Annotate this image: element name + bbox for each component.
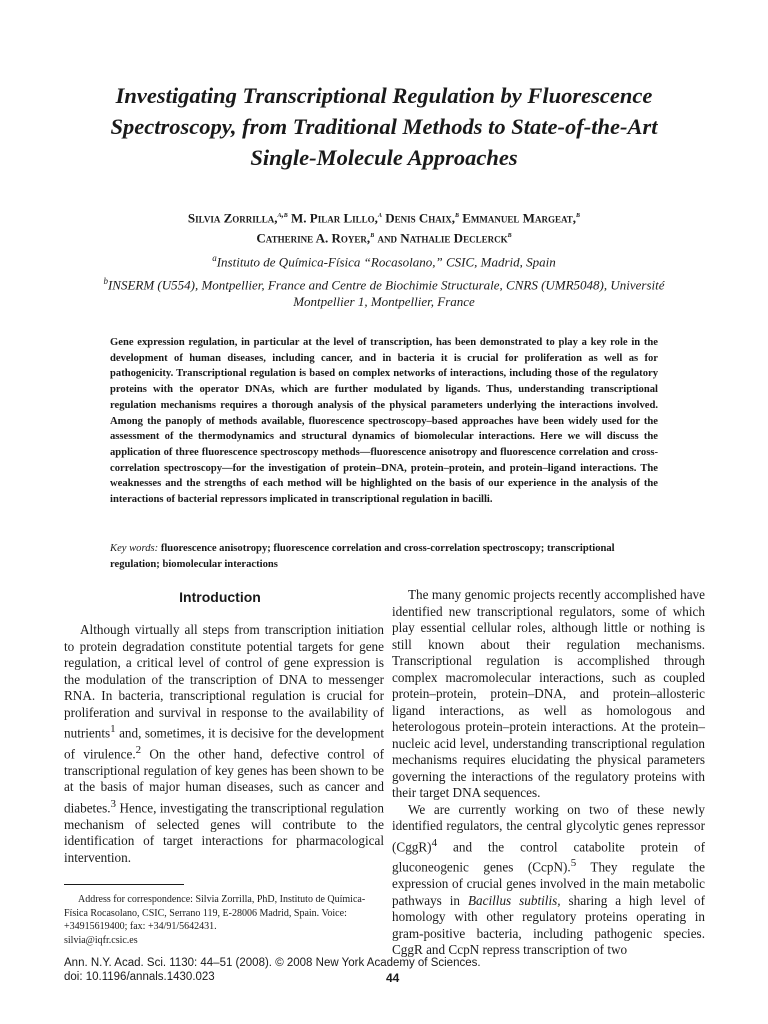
author-list [80,206,688,247]
author-affil-marker: b [576,209,581,219]
author-affil-marker: b [507,229,512,240]
keywords [110,541,658,572]
author-name: M. Pilar Lillo, [291,210,378,226]
correspondence-footnote [64,893,380,947]
reference-marker[interactable]: 1 [110,723,116,735]
species-name: Bacillus subtilis, [467,892,561,908]
text-run: We are currently working on two of these newly identified regulators, the central glycolytic genes repressor (CggR) [392,801,705,854]
section-heading-introduction: Introduction [179,589,261,605]
author-affil-marker: b [370,229,375,240]
footnote-divider [64,884,184,885]
abstract: Gene expression regulation, in particular at the level of transcription, has been demonstrated to play a key role in the development of human diseases, including cancer, and in bacteria it is crucial for proliferation as well as for pathogenicity. Transcriptional regulation is based on complex networks of interactions, including those of the regulatory proteins with the operator DNAs, which are further modulated by ligands. Thus, understanding transcriptional regulation mechanisms requires a thorough analysis of the physical parameters underlying the interactions involved. Among the panoply of methods available, fluorescence spectroscopy–based approaches have been widely used for the assessment of the thermodynamics and structural dynamics of biomolecular interactions. Here we will discuss the application of three fluorescence spectroscopy methods—fluorescence anisotropy and fluorescence correlation and cross-correlation spectroscopy—for the investigation of protein–DNA, protein–protein, and protein–ligand interactions. The weaknesses and the strengths of each method will be highlighted on the basis of our experience in the analysis of the interactions of bacterial repressors implicated in transcriptional regulation in bacilli. [110,337,658,506]
affiliation-marker: a [212,253,217,263]
text-run: Although virtually all steps from transcription initiation to protein degradation constitute potential targets for gene regulation, a critical level of control of gene expression is the modulation of the transcription of DNA to messenger RNA. In bacteria, transcriptional regulation is crucial for proliferation and survival in response to the availability of nutrients [64,622,384,741]
body-paragraph [392,802,705,959]
author-line-1 [80,206,688,226]
author-affil-marker: a,b [277,209,288,219]
left-column [64,622,384,866]
page-number: 44 [386,971,400,985]
text-run: On the other hand, defective control of transcriptional regulation of key genes has been shown to be at the basis of major human diseases, such as cancer and diabetes. [64,746,384,816]
citation-line: Ann. N.Y. Acad. Sci. 1130: 44–51 (2008). © 2008 New York Academy of Sciences. [64,957,481,969]
body-paragraph [64,622,384,866]
journal-citation [64,956,481,984]
text-run: sharing a high level of homology with other regulatory proteins operating in gram-positive bacteria, including pathogenic species. CggR and CcpN repress transcription of two [392,892,706,958]
text-run: and the control catabolite protein of gluconeogenic genes (CcpN). [392,838,705,875]
keywords-label: Key words: [110,543,159,554]
text-run: They regulate the expression of crucial genes involved in the main metabolic pathways in [392,859,705,908]
author-name: Emmanuel Margeat, [462,210,577,226]
footnote-text: Address for correspondence: Silvia Zorrilla, PhD, Instituto de Química-Física Rocasolano, CSIC, Serrano 119, E-28006 Madrid, Spain. Voice: +34915619400; fax: +34/91/5642431. [64,894,366,932]
keywords-text: fluorescence anisotropy; fluorescence correlation and cross-correlation spectroscopy; transcriptional regulation; biomolecular interactions [110,543,615,570]
author-name: Denis Chaix, [385,210,455,226]
affiliation-a [100,250,668,270]
affiliation-text: Instituto de Química-Física “Rocasolano,” CSIC, Madrid, Spain [216,254,556,270]
author-name: Catherine A. Royer, [256,230,371,246]
text-run: Hence, investigating the transcriptional regulation mechanism of selected genes will contribute to the identification of target interactions for pharmacological intervention. [64,800,384,865]
reference-marker[interactable]: 2 [135,743,142,756]
reference-marker[interactable]: 5 [570,857,577,870]
text-run: and, sometimes, it is decisive for the development of virulence. [64,725,384,762]
right-column [392,587,705,959]
affiliation-marker: b [103,276,108,286]
author-line-2 [80,226,688,246]
author-affil-marker: b [455,209,460,219]
reference-marker[interactable]: 4 [431,836,438,849]
author-name: and Nathalie Declerck [377,230,508,246]
body-paragraph: The many genomic projects recently accomplished have identified new transcriptional regulators, some of which play essential cellular roles, although little or nothing is still known about their regulation mechanisms. Transcriptional regulation is accomplished through complex macromolecular interactions, such as coupled protein–protein, protein–DNA, and protein–allosteric ligand interactions, as well as homologous and heterologous protein–protein interactions. At the protein–nucleic acid level, understanding transcriptional regulation mechanisms requires elucidating the physical parameters governing the interactions of the regulatory proteins with their target DNA sequences. [392,587,705,800]
affiliation-text: INSERM (U554), Montpellier, France and Centre de Biochimie Structurale, CNRS (UMR5048), Université Montpellier 1, Montpellier, France [107,277,665,310]
article-title: Investigating Transcriptional Regulation by Fluorescence Spectroscopy, from Traditional Methods to State-of-the-Art Single-Molecule Approaches [110,83,658,170]
author-name: Silvia Zorrilla, [187,210,278,226]
doi-line[interactable]: doi: 10.1196/annals.1430.023 [64,971,215,983]
affiliation-b [100,273,668,310]
reference-marker[interactable]: 3 [110,797,117,810]
author-affil-marker: a [377,209,382,219]
correspondence-email[interactable]: silvia@iqfr.csic.es [64,934,138,946]
